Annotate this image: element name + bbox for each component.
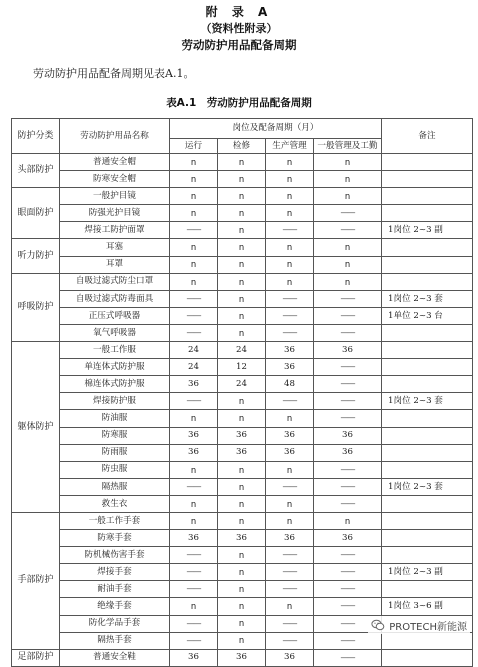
col-item-header: 劳动防护用品名称 [60,119,170,154]
period-cell: —— [314,222,382,239]
period-cell: —— [314,324,382,341]
note-cell [382,444,473,461]
period-cell: n [266,598,314,615]
period-cell: n [218,547,266,564]
period-cell: n [266,512,314,529]
period-cell: n [170,154,218,171]
period-cell: n [266,205,314,222]
item-name-cell: 棉连体式防护服 [60,376,170,393]
period-cell: 36 [266,444,314,461]
table-row [12,598,473,615]
period-cell: n [314,273,382,290]
note-cell [382,256,473,273]
wechat-icon [371,618,385,632]
note-cell [382,359,473,376]
watermark-text: PROTECH新能源 [389,621,467,633]
note-cell [382,342,473,359]
item-name-cell: 焊接防护服 [60,393,170,410]
period-cell: 36 [266,649,314,666]
note-cell [382,632,473,649]
period-cell: —— [170,324,218,341]
period-cell: 24 [218,342,266,359]
col-group-header: 岗位及配备周期（月） [170,119,382,139]
item-name-cell: 防油服 [60,410,170,427]
period-cell: 36 [170,649,218,666]
period-cell: —— [314,393,382,410]
table-row [12,290,473,307]
period-cell: 48 [266,376,314,393]
period-cell: n [218,222,266,239]
period-cell: n [218,307,266,324]
period-cell: —— [266,222,314,239]
note-cell [382,547,473,564]
period-cell: n [218,564,266,581]
note-cell [382,239,473,256]
period-cell: —— [266,478,314,495]
appendix-type: （资料性附录） [200,22,278,35]
period-cell: —— [170,290,218,307]
period-cell: 36 [170,530,218,547]
period-cell: 36 [266,359,314,376]
period-cell: —— [266,324,314,341]
note-cell: 1岗位 2~3 套 [382,478,473,495]
period-cell: —— [170,222,218,239]
period-cell: 36 [218,530,266,547]
period-cell: n [170,256,218,273]
note-cell [382,410,473,427]
item-name-cell: 隔热服 [60,478,170,495]
col-sub-header: 运行 [170,139,218,154]
period-cell: n [170,188,218,205]
period-cell: n [314,239,382,256]
period-cell: n [314,171,382,188]
period-cell: n [218,273,266,290]
table-row [12,547,473,564]
item-name-cell: 一般护目镜 [60,188,170,205]
period-cell: n [266,273,314,290]
table-body [12,154,473,667]
col-sub-header: 检修 [218,139,266,154]
table-row [12,324,473,341]
period-cell: 12 [218,359,266,376]
period-cell: n [170,205,218,222]
period-cell: —— [314,290,382,307]
note-cell: 1岗位 3~6 副 [382,598,473,615]
col-sub-header: 生产管理 [266,139,314,154]
period-cell: n [218,632,266,649]
note-cell [382,427,473,444]
item-name-cell: 防寒安全帽 [60,171,170,188]
note-cell [382,205,473,222]
table-row [12,393,473,410]
period-cell: —— [314,461,382,478]
watermark [368,616,470,634]
period-cell: 36 [266,427,314,444]
period-cell: —— [170,393,218,410]
col-category-header: 防护分类 [12,119,60,154]
category-cell: 手部防护 [12,512,60,649]
period-cell: —— [266,290,314,307]
period-cell: 36 [218,427,266,444]
item-name-cell: 一般工作服 [60,342,170,359]
category-cell: 足部防护 [12,649,60,666]
note-cell [382,324,473,341]
period-cell: n [218,290,266,307]
item-name-cell: 耐油手套 [60,581,170,598]
period-cell: —— [266,307,314,324]
period-cell: —— [314,359,382,376]
item-name-cell: 一般工作手套 [60,512,170,529]
period-cell: n [170,495,218,512]
period-cell: 36 [170,444,218,461]
period-cell: —— [266,547,314,564]
period-cell: 36 [314,444,382,461]
period-cell: —— [266,581,314,598]
period-cell: n [218,581,266,598]
period-cell: —— [266,615,314,632]
table-row [12,649,473,666]
period-cell: n [314,256,382,273]
period-cell: —— [170,632,218,649]
table-row [12,376,473,393]
item-name-cell: 自吸过滤式防毒面具 [60,290,170,307]
period-cell: —— [170,307,218,324]
table-row [12,256,473,273]
period-cell: —— [314,615,382,632]
item-name-cell: 耳塞 [60,239,170,256]
period-cell: —— [314,547,382,564]
period-cell: 36 [314,342,382,359]
period-cell: —— [266,393,314,410]
appendix-title: 劳动防护用品配备周期 [181,38,297,52]
period-cell: n [266,410,314,427]
period-cell: n [170,598,218,615]
period-cell: —— [314,410,382,427]
note-cell: 1单位 2~3 台 [382,307,473,324]
period-cell: —— [314,478,382,495]
col-sub-header: 一般管理及工勤 [314,139,382,154]
note-cell [382,581,473,598]
table-row [12,273,473,290]
period-cell: —— [170,564,218,581]
period-cell: n [170,171,218,188]
item-name-cell: 防虫服 [60,461,170,478]
table-row [12,205,473,222]
period-cell: 36 [314,530,382,547]
note-cell [382,495,473,512]
table-row [12,359,473,376]
period-cell: n [218,154,266,171]
item-name-cell: 正压式呼吸器 [60,307,170,324]
period-cell: 36 [218,649,266,666]
item-name-cell: 防机械伤害手套 [60,547,170,564]
table-row [12,307,473,324]
note-cell [382,530,473,547]
table-row [12,478,473,495]
period-cell: n [218,171,266,188]
period-cell: n [218,188,266,205]
table-row [12,512,473,529]
category-cell: 眼面防护 [12,188,60,239]
period-cell: n [170,410,218,427]
table-row [12,632,473,649]
ppe-period-table [11,118,473,667]
table-caption: 表A.1 劳动防护用品配备周期 [166,97,312,109]
period-cell: 24 [218,376,266,393]
period-cell: —— [314,564,382,581]
period-cell: n [218,478,266,495]
item-name-cell: 氧气呼吸器 [60,324,170,341]
table-row [12,444,473,461]
period-cell: —— [170,615,218,632]
table-row [12,188,473,205]
item-name-cell: 耳罩 [60,256,170,273]
period-cell: 36 [218,444,266,461]
period-cell: —— [170,547,218,564]
period-cell: n [314,188,382,205]
item-name-cell: 焊接工防护面罩 [60,222,170,239]
item-name-cell: 防寒手套 [60,530,170,547]
table-row [12,581,473,598]
period-cell: n [170,239,218,256]
table-row [12,495,473,512]
category-cell: 头部防护 [12,154,60,188]
item-name-cell: 绝缘手套 [60,598,170,615]
period-cell: 36 [266,342,314,359]
period-cell: 36 [170,427,218,444]
category-cell: 听力防护 [12,239,60,273]
period-cell: n [218,239,266,256]
period-cell: —— [314,307,382,324]
period-cell: —— [266,564,314,581]
item-name-cell: 单连体式防护服 [60,359,170,376]
period-cell: —— [314,598,382,615]
period-cell: n [218,205,266,222]
note-cell [382,171,473,188]
table-row [12,222,473,239]
table-row [12,342,473,359]
period-cell: 36 [314,427,382,444]
period-cell: 36 [170,376,218,393]
period-cell: —— [170,581,218,598]
period-cell: n [218,256,266,273]
period-cell: n [218,598,266,615]
period-cell: n [314,154,382,171]
table-row [12,427,473,444]
period-cell: n [218,410,266,427]
note-cell [382,273,473,290]
table-row [12,239,473,256]
period-cell: 36 [266,530,314,547]
item-name-cell: 防化学品手套 [60,615,170,632]
intro-text: 劳动防护用品配备周期见表A.1。 [33,67,195,80]
note-cell: 1岗位 2~3 副 [382,564,473,581]
period-cell: n [266,171,314,188]
note-cell [382,376,473,393]
period-cell: n [266,495,314,512]
period-cell: n [218,512,266,529]
period-cell: —— [314,649,382,666]
note-cell [382,154,473,171]
table-row [12,154,473,171]
note-cell: 1岗位 2~3 套 [382,290,473,307]
item-name-cell: 救生衣 [60,495,170,512]
period-cell: n [266,154,314,171]
appendix-label: 附 录 A [205,5,273,19]
table-row [12,410,473,427]
note-cell: 1岗位 2~3 套 [382,393,473,410]
item-name-cell: 焊接手套 [60,564,170,581]
period-cell: n [218,615,266,632]
item-name-cell: 防雨服 [60,444,170,461]
note-cell [382,649,473,666]
period-cell: n [170,273,218,290]
item-name-cell: 防寒服 [60,427,170,444]
note-cell [382,512,473,529]
period-cell: n [266,239,314,256]
period-cell: —— [170,478,218,495]
category-cell: 躯体防护 [12,342,60,513]
table-row [12,171,473,188]
period-cell: n [218,495,266,512]
category-cell: 呼吸防护 [12,273,60,341]
period-cell: —— [314,581,382,598]
period-cell: 24 [170,342,218,359]
period-cell: n [266,256,314,273]
table-row [12,530,473,547]
header-row-1 [12,119,473,139]
note-cell: 1岗位 2~3 副 [382,222,473,239]
period-cell: —— [266,632,314,649]
item-name-cell: 防强光护目镜 [60,205,170,222]
period-cell: n [218,324,266,341]
period-cell: —— [314,376,382,393]
period-cell: —— [314,632,382,649]
period-cell: —— [314,205,382,222]
period-cell: n [170,461,218,478]
period-cell: n [314,512,382,529]
period-cell: n [218,393,266,410]
col-note-header: 备注 [382,119,473,154]
item-name-cell: 隔热手套 [60,632,170,649]
item-name-cell: 自吸过滤式防尘口罩 [60,273,170,290]
note-cell [382,188,473,205]
period-cell: n [170,512,218,529]
period-cell: 24 [170,359,218,376]
item-name-cell: 普通安全帽 [60,154,170,171]
period-cell: —— [314,495,382,512]
period-cell: n [266,461,314,478]
table-row [12,564,473,581]
table-row [12,461,473,478]
period-cell: n [266,188,314,205]
item-name-cell: 普通安全鞋 [60,649,170,666]
period-cell: n [218,461,266,478]
note-cell [382,461,473,478]
